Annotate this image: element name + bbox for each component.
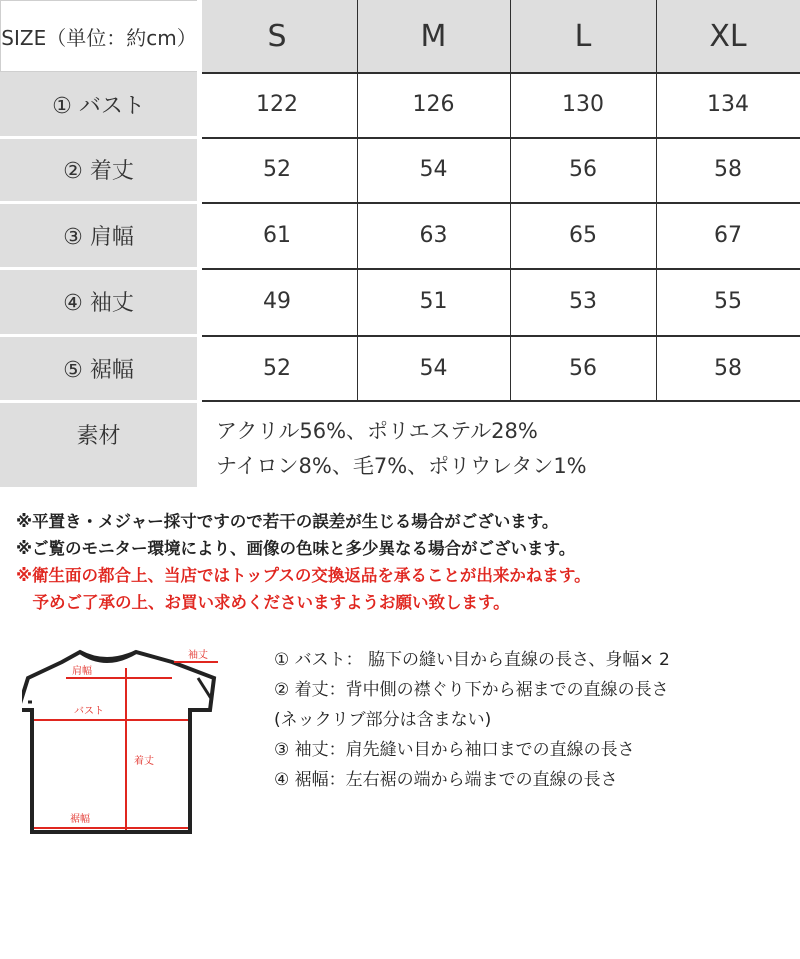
size-header-xl: XL <box>656 0 800 72</box>
note-line-2: ※ご覧のモニター環境により、画像の色味と多少異なる場合がございます。 <box>16 539 576 558</box>
desc-hem: ④ 裾幅：左右裾の端から端までの直線の長さ <box>274 770 618 790</box>
row-label-material: 素材 <box>0 401 197 487</box>
value-hem-s: 52 <box>263 355 291 381</box>
row-label-length: ② 着丈 <box>0 137 197 202</box>
material-line-2: ナイロン8%、毛7%、ポリウレタン1% <box>216 454 587 478</box>
size-header-l: L <box>510 0 656 72</box>
label-divider <box>0 201 197 204</box>
value-shoulder-xl: 67 <box>714 222 742 248</box>
value-sleeve-l: 53 <box>569 289 597 314</box>
value-bust-l: 130 <box>562 92 604 117</box>
desc-bust: ① バスト： 脇下の縫い目から直線の長さ、身幅× 2 <box>274 650 670 670</box>
label-hem: 裾幅 <box>70 814 90 825</box>
label-bust: バスト <box>74 706 104 717</box>
label-divider <box>0 267 197 270</box>
tshirt-diagram <box>22 640 232 840</box>
material-line-1: アクリル56%、ポリエステル28% <box>216 419 538 443</box>
label-shoulder: 肩幅 <box>72 666 92 677</box>
table-divider <box>202 268 800 270</box>
label-sleeve: 袖丈 <box>188 650 208 661</box>
note-line-3: ※衛生面の都合上、当店ではトップスの交換返品を承ることが出来かねます。 <box>16 566 591 585</box>
table-divider <box>202 137 800 139</box>
value-shoulder-s: 61 <box>263 222 291 248</box>
table-divider <box>202 202 800 204</box>
value-bust-xl: 134 <box>707 92 749 117</box>
value-bust-m: 126 <box>412 92 455 117</box>
notes <box>16 508 591 616</box>
measurement-descriptions <box>274 645 670 795</box>
value-hem-xl: 58 <box>714 355 742 381</box>
table-column-divider <box>510 0 511 400</box>
value-length-m: 54 <box>419 157 448 182</box>
value-hem-l: 56 <box>569 355 597 381</box>
desc-length: ② 着丈：背中側の襟ぐり下から裾までの直線の長さ <box>274 680 669 700</box>
row-label-sleeve: ④ 袖丈 <box>0 268 197 335</box>
label-divider <box>0 136 197 139</box>
value-length-s: 52 <box>263 157 291 182</box>
label-divider <box>0 334 197 337</box>
value-length-l: 56 <box>569 157 597 182</box>
value-sleeve-s: 49 <box>263 289 291 314</box>
row-label-bust: ① バスト <box>0 72 197 137</box>
row-label-shoulder: ③ 肩幅 <box>0 202 197 268</box>
table-divider <box>202 72 800 74</box>
value-hem-m: 54 <box>419 355 448 381</box>
label-length: 着丈 <box>134 756 154 767</box>
table-column-divider <box>656 0 657 400</box>
measurement-diagram <box>22 640 232 844</box>
label-divider <box>0 400 197 403</box>
row-label-hem: ⑤ 裾幅 <box>0 335 197 401</box>
value-sleeve-xl: 55 <box>714 289 742 314</box>
size-header-label: SIZE（単位：約cm） <box>0 0 197 72</box>
value-shoulder-m: 63 <box>419 222 448 248</box>
desc-sleeve: ③ 袖丈：肩先縫い目から袖口までの直線の長さ <box>274 740 635 760</box>
value-length-xl: 58 <box>714 157 742 182</box>
table-divider <box>202 335 800 337</box>
table-column-divider <box>357 0 358 400</box>
value-bust-s: 122 <box>256 92 298 117</box>
value-sleeve-m: 51 <box>419 289 448 314</box>
value-shoulder-l: 65 <box>569 222 597 248</box>
note-line-1: ※平置き・メジャー採寸ですので若干の誤差が生じる場合がございます。 <box>16 512 559 531</box>
size-header-m: M <box>357 0 510 72</box>
note-line-4: 予めご了承の上、お買い求めくださいますようお願い致します。 <box>16 593 510 612</box>
desc-length-note: (ネックリブ部分は含まない) <box>274 710 492 730</box>
size-header-s: S <box>197 0 357 72</box>
table-column-divider <box>197 0 202 487</box>
table-divider <box>202 400 800 402</box>
